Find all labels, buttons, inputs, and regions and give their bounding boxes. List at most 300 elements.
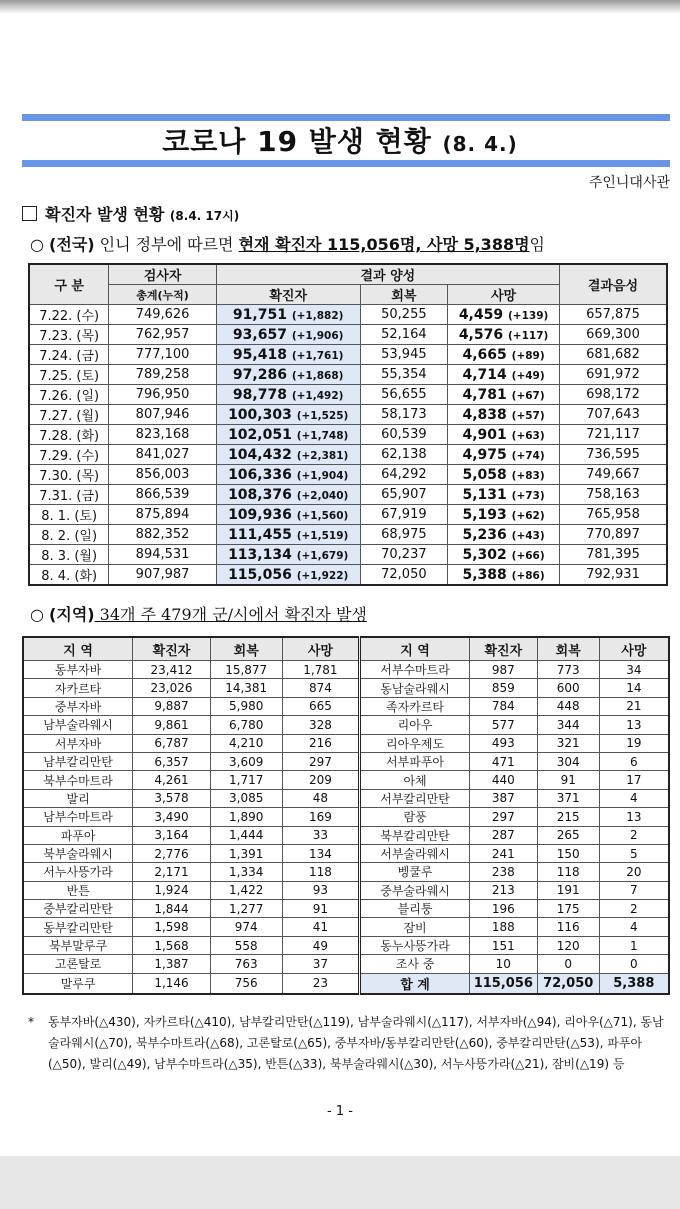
cell-deaths: 118 xyxy=(282,863,360,881)
footnote-star: * xyxy=(28,1015,34,1029)
cell-recovered: 448 xyxy=(537,697,599,715)
cell-deaths: 2 xyxy=(599,900,669,918)
cell-negative: 681,682 xyxy=(559,345,667,365)
regional-row-total xyxy=(23,973,669,994)
cell-confirmed xyxy=(216,565,360,586)
title-text: 코로나 19 발생 현황 xyxy=(162,125,432,158)
cell-tests: 823,168 xyxy=(109,425,216,445)
confirmed-value: 100,303 xyxy=(228,406,292,423)
deaths-value: 4,576 xyxy=(458,326,504,343)
regional-row xyxy=(23,679,669,697)
national-row xyxy=(29,445,667,465)
cell-negative: 765,958 xyxy=(559,505,667,525)
cell-date: 7.24. (금) xyxy=(29,345,109,365)
cell-deaths: 1,781 xyxy=(282,661,360,679)
cell-confirmed xyxy=(216,385,360,405)
cell-confirmed: 2,171 xyxy=(133,863,211,881)
cell-recovered: 118 xyxy=(537,863,599,881)
cell-negative: 707,643 xyxy=(559,405,667,425)
cell-confirmed: 9,887 xyxy=(133,697,211,715)
cell-deaths: 49 xyxy=(282,936,360,954)
cell-deaths xyxy=(448,405,560,425)
deaths-value: 4,975 xyxy=(462,446,507,463)
cell-recovered: 344 xyxy=(537,716,599,734)
cell-deaths: 13 xyxy=(599,716,669,734)
cell-region: 남부칼리만탄 xyxy=(23,752,133,770)
national-suffix: 임 xyxy=(529,235,546,254)
cell-deaths xyxy=(448,345,560,365)
regional-row xyxy=(23,918,669,936)
cell-tests: 894,531 xyxy=(109,545,216,565)
confirmed-value: 108,376 xyxy=(228,486,292,503)
deaths-value: 4,714 xyxy=(462,366,507,383)
cell-deaths xyxy=(448,505,560,525)
cell-region: 벵쿨루 xyxy=(360,863,470,881)
cell-date: 7.31. (금) xyxy=(29,485,109,505)
cell-date: 8. 2. (일) xyxy=(29,525,109,545)
cell-deaths: 48 xyxy=(282,789,360,807)
cell-deaths: 21 xyxy=(599,697,669,715)
cell-region: 조사 중 xyxy=(360,955,470,973)
cell-recovered: 1,277 xyxy=(210,900,282,918)
cell-region: 동부자바 xyxy=(23,661,133,679)
cell-confirmed: 577 xyxy=(469,716,537,734)
cell-recovered: 1,717 xyxy=(210,771,282,789)
cell-confirmed xyxy=(216,465,360,485)
cell-deaths: 41 xyxy=(282,918,360,936)
cell-recovered: 763 xyxy=(210,955,282,973)
deaths-value: 5,058 xyxy=(462,466,507,483)
cell-date: 8. 4. (화) xyxy=(29,565,109,586)
total-recovered: 72,050 xyxy=(537,973,599,994)
cell-confirmed: 859 xyxy=(469,679,537,697)
cell-negative: 781,395 xyxy=(559,545,667,565)
confirmed-value: 115,056 xyxy=(228,566,292,583)
regional-row xyxy=(23,826,669,844)
cell-tests: 856,003 xyxy=(109,465,216,485)
cell-deaths: 7 xyxy=(599,881,669,899)
cell-confirmed: 987 xyxy=(469,661,537,679)
national-row xyxy=(29,485,667,505)
cell-recovered: 4,210 xyxy=(210,734,282,752)
cell-date: 7.30. (목) xyxy=(29,465,109,485)
cell-deaths: 20 xyxy=(599,863,669,881)
cell-recovered: 191 xyxy=(537,881,599,899)
header-deaths: 사망 xyxy=(448,285,560,305)
cell-region: 말루쿠 xyxy=(23,973,133,994)
confirmed-delta: (+1,679) xyxy=(296,549,349,562)
deaths-value: 4,838 xyxy=(462,406,507,423)
cell-confirmed: 213 xyxy=(469,881,537,899)
cell-recovered: 6,780 xyxy=(210,716,282,734)
cell-confirmed: 6,357 xyxy=(133,752,211,770)
regional-row xyxy=(23,863,669,881)
cell-deaths: 328 xyxy=(282,716,360,734)
cell-tests: 789,258 xyxy=(109,365,216,385)
cell-region: 족자카르타 xyxy=(360,697,470,715)
national-highlight: 현재 확진자 115,056명, 사망 5,388명 xyxy=(238,235,530,254)
regional-row xyxy=(23,771,669,789)
cell-date: 7.23. (목) xyxy=(29,325,109,345)
cell-region: 자카르타 xyxy=(23,679,133,697)
cell-recovered: 15,877 xyxy=(210,661,282,679)
regional-row xyxy=(23,716,669,734)
cell-recovered: 56,655 xyxy=(360,385,448,405)
header-confirmed-left: 확진자 xyxy=(133,637,211,661)
cell-region: 북부술라웨시 xyxy=(23,844,133,862)
regional-row xyxy=(23,789,669,807)
cell-confirmed: 238 xyxy=(469,863,537,881)
cell-region: 남부술라웨시 xyxy=(23,716,133,734)
cell-deaths xyxy=(448,425,560,445)
cell-recovered: 974 xyxy=(210,918,282,936)
cell-confirmed: 387 xyxy=(469,789,537,807)
cell-negative: 669,300 xyxy=(559,325,667,345)
national-tag: (전국) xyxy=(49,235,95,254)
section-heading xyxy=(22,202,239,225)
deaths-value: 4,459 xyxy=(458,306,504,323)
cell-tests: 866,539 xyxy=(109,485,216,505)
deaths-delta: (+74) xyxy=(511,449,545,462)
cell-recovered: 321 xyxy=(537,734,599,752)
cell-region: 파푸아 xyxy=(23,826,133,844)
confirmed-delta: (+1,922) xyxy=(296,569,349,582)
confirmed-value: 104,432 xyxy=(228,446,292,463)
cell-confirmed xyxy=(216,485,360,505)
cell-deaths: 17 xyxy=(599,771,669,789)
cell-recovered: 64,292 xyxy=(360,465,448,485)
cell-negative: 721,117 xyxy=(559,425,667,445)
cell-confirmed: 1,924 xyxy=(133,881,211,899)
confirmed-value: 113,134 xyxy=(228,546,292,563)
cell-negative: 749,667 xyxy=(559,465,667,485)
deaths-delta: (+73) xyxy=(511,489,545,502)
regional-summary xyxy=(30,602,367,625)
cell-deaths: 4 xyxy=(599,789,669,807)
deaths-delta: (+83) xyxy=(511,469,545,482)
header-tests: 검사자 xyxy=(109,264,216,285)
header-confirmed-right: 확진자 xyxy=(469,637,537,661)
deaths-delta: (+117) xyxy=(507,329,549,342)
cell-region: 서부파푸아 xyxy=(360,752,470,770)
national-row xyxy=(29,465,667,485)
regional-row xyxy=(23,936,669,954)
cell-deaths: 23 xyxy=(282,973,360,994)
cell-tests: 807,946 xyxy=(109,405,216,425)
cell-confirmed: 4,261 xyxy=(133,771,211,789)
cell-region: 동부칼리만탄 xyxy=(23,918,133,936)
deaths-value: 5,236 xyxy=(462,526,507,543)
confirmed-value: 93,657 xyxy=(232,326,287,343)
section-label: 확진자 발생 현황 xyxy=(45,205,165,224)
cell-region: 북부수마트라 xyxy=(23,771,133,789)
cell-recovered: 150 xyxy=(537,844,599,862)
deaths-delta: (+43) xyxy=(511,529,545,542)
cell-negative: 758,163 xyxy=(559,485,667,505)
cell-tests: 882,352 xyxy=(109,525,216,545)
cell-deaths: 93 xyxy=(282,881,360,899)
cell-deaths: 297 xyxy=(282,752,360,770)
confirmed-delta: (+2,040) xyxy=(296,489,349,502)
page-number: - 1 - xyxy=(327,1104,353,1119)
cell-recovered: 14,381 xyxy=(210,679,282,697)
cell-deaths: 1 xyxy=(599,936,669,954)
cell-region: 북부말루쿠 xyxy=(23,936,133,954)
cell-confirmed: 3,164 xyxy=(133,826,211,844)
cell-deaths: 34 xyxy=(599,661,669,679)
cell-confirmed: 9,861 xyxy=(133,716,211,734)
deaths-delta: (+67) xyxy=(511,389,545,402)
cell-confirmed: 196 xyxy=(469,900,537,918)
cell-region: 서부수마트라 xyxy=(360,661,470,679)
cell-recovered: 1,334 xyxy=(210,863,282,881)
cell-confirmed: 23,026 xyxy=(133,679,211,697)
cell-recovered: 756 xyxy=(210,973,282,994)
deaths-delta: (+62) xyxy=(511,509,545,522)
cell-region: 동누사뜽가라 xyxy=(360,936,470,954)
cell-date: 7.27. (월) xyxy=(29,405,109,425)
cell-confirmed: 3,490 xyxy=(133,808,211,826)
header-region-left: 지 역 xyxy=(23,637,133,661)
header-recovered: 회복 xyxy=(360,285,448,305)
regional-row xyxy=(23,734,669,752)
regional-row xyxy=(23,900,669,918)
deaths-delta: (+89) xyxy=(511,349,545,362)
cell-deaths: 874 xyxy=(282,679,360,697)
total-confirmed: 115,056 xyxy=(469,973,537,994)
cell-tests: 875,894 xyxy=(109,505,216,525)
header-deaths-left: 사망 xyxy=(282,637,360,661)
cell-deaths: 4 xyxy=(599,918,669,936)
cell-recovered: 91 xyxy=(537,771,599,789)
cell-deaths: 33 xyxy=(282,826,360,844)
cell-confirmed xyxy=(216,305,360,325)
cell-confirmed xyxy=(216,525,360,545)
cell-recovered: 67,919 xyxy=(360,505,448,525)
cell-recovered: 65,907 xyxy=(360,485,448,505)
national-text: 인니 정부에 따르면 xyxy=(94,235,239,254)
national-row xyxy=(29,385,667,405)
total-deaths: 5,388 xyxy=(599,973,669,994)
cell-confirmed: 297 xyxy=(469,808,537,826)
deaths-delta: (+66) xyxy=(511,549,545,562)
confirmed-delta: (+1,492) xyxy=(291,389,344,402)
cell-confirmed xyxy=(216,505,360,525)
total-label: 합 계 xyxy=(360,973,470,994)
cell-confirmed: 188 xyxy=(469,918,537,936)
header-deaths-right: 사망 xyxy=(599,637,669,661)
regional-row xyxy=(23,955,669,973)
title-date: (8. 4.) xyxy=(442,132,518,156)
confirmed-value: 102,051 xyxy=(228,426,292,443)
cell-date: 7.25. (토) xyxy=(29,365,109,385)
confirmed-value: 109,936 xyxy=(228,506,292,523)
confirmed-delta: (+1,748) xyxy=(296,429,349,442)
confirmed-value: 111,455 xyxy=(228,526,292,543)
title-bottom-bar xyxy=(22,160,670,167)
header-confirmed: 확진자 xyxy=(216,285,360,305)
regional-tag: (지역) xyxy=(49,605,95,624)
cell-recovered: 3,085 xyxy=(210,789,282,807)
cell-region: 서부술라웨시 xyxy=(360,844,470,862)
cell-deaths xyxy=(448,325,560,345)
national-row xyxy=(29,345,667,365)
bottom-margin xyxy=(0,1156,680,1209)
cell-negative: 698,172 xyxy=(559,385,667,405)
cell-region: 잠비 xyxy=(360,918,470,936)
cell-deaths: 216 xyxy=(282,734,360,752)
cell-tests: 749,626 xyxy=(109,305,216,325)
cell-confirmed: 3,578 xyxy=(133,789,211,807)
cell-region: 발리 xyxy=(23,789,133,807)
regional-row xyxy=(23,697,669,715)
cell-region: 남부수마트라 xyxy=(23,808,133,826)
cell-confirmed xyxy=(216,545,360,565)
cell-negative: 792,931 xyxy=(559,565,667,586)
cell-confirmed xyxy=(216,405,360,425)
cell-confirmed: 1,844 xyxy=(133,900,211,918)
confirmed-delta: (+1,560) xyxy=(296,509,349,522)
header-recovered-right: 회복 xyxy=(537,637,599,661)
confirmed-delta: (+1,761) xyxy=(291,349,344,362)
regional-row xyxy=(23,881,669,899)
cell-confirmed: 784 xyxy=(469,697,537,715)
cell-recovered: 215 xyxy=(537,808,599,826)
cell-confirmed xyxy=(216,345,360,365)
cell-deaths xyxy=(448,545,560,565)
cell-confirmed xyxy=(216,445,360,465)
cell-confirmed: 287 xyxy=(469,826,537,844)
confirmed-delta: (+1,519) xyxy=(296,529,349,542)
page-title xyxy=(0,120,680,160)
deaths-delta: (+139) xyxy=(507,309,549,322)
header-positive: 결과 양성 xyxy=(216,264,559,285)
cell-negative: 691,972 xyxy=(559,365,667,385)
national-row xyxy=(29,565,667,586)
cell-confirmed: 1,598 xyxy=(133,918,211,936)
confirmed-delta: (+1,906) xyxy=(291,329,344,342)
header-division: 구 분 xyxy=(29,264,109,305)
cell-confirmed xyxy=(216,325,360,345)
deaths-delta: (+63) xyxy=(511,429,545,442)
cell-recovered: 116 xyxy=(537,918,599,936)
cell-recovered: 265 xyxy=(537,826,599,844)
cell-deaths xyxy=(448,445,560,465)
cell-confirmed: 471 xyxy=(469,752,537,770)
cell-tests: 762,957 xyxy=(109,325,216,345)
cell-tests: 907,987 xyxy=(109,565,216,586)
cell-deaths xyxy=(448,465,560,485)
cell-recovered: 62,138 xyxy=(360,445,448,465)
confirmed-value: 91,751 xyxy=(232,306,287,323)
cell-deaths: 5 xyxy=(599,844,669,862)
deaths-value: 5,193 xyxy=(462,506,507,523)
confirmed-value: 106,336 xyxy=(228,466,292,483)
confirmed-delta: (+1,904) xyxy=(296,469,349,482)
cell-recovered: 1,422 xyxy=(210,881,282,899)
cell-recovered: 5,980 xyxy=(210,697,282,715)
bullet-prefix: ○ xyxy=(30,235,50,254)
cell-tests: 841,027 xyxy=(109,445,216,465)
cell-deaths xyxy=(448,565,560,586)
deaths-value: 4,665 xyxy=(462,346,507,363)
cell-recovered: 773 xyxy=(537,661,599,679)
national-row xyxy=(29,545,667,565)
cell-date: 7.26. (일) xyxy=(29,385,109,405)
cell-recovered: 371 xyxy=(537,789,599,807)
cell-deaths xyxy=(448,485,560,505)
cell-deaths: 13 xyxy=(599,808,669,826)
cell-date: 7.28. (화) xyxy=(29,425,109,445)
top-shadow xyxy=(0,0,680,14)
cell-recovered: 58,173 xyxy=(360,405,448,425)
cell-deaths xyxy=(448,365,560,385)
cell-confirmed: 2,776 xyxy=(133,844,211,862)
confirmed-value: 97,286 xyxy=(232,366,287,383)
cell-deaths xyxy=(448,385,560,405)
cell-recovered: 1,890 xyxy=(210,808,282,826)
cell-region: 리아우 xyxy=(360,716,470,734)
deaths-value: 5,388 xyxy=(462,566,507,583)
deaths-delta: (+49) xyxy=(511,369,545,382)
cell-deaths: 14 xyxy=(599,679,669,697)
cell-confirmed: 1,146 xyxy=(133,973,211,994)
cell-recovered: 175 xyxy=(537,900,599,918)
deaths-delta: (+86) xyxy=(511,569,545,582)
regional-row xyxy=(23,661,669,679)
cell-deaths: 665 xyxy=(282,697,360,715)
cell-recovered: 53,945 xyxy=(360,345,448,365)
cell-region: 중부칼리만탄 xyxy=(23,900,133,918)
cell-deaths: 37 xyxy=(282,955,360,973)
cell-region: 리아우제도 xyxy=(360,734,470,752)
cell-recovered: 70,237 xyxy=(360,545,448,565)
cell-confirmed: 10 xyxy=(469,955,537,973)
cell-tests: 777,100 xyxy=(109,345,216,365)
cell-recovered: 68,975 xyxy=(360,525,448,545)
cell-recovered: 50,255 xyxy=(360,305,448,325)
cell-confirmed: 493 xyxy=(469,734,537,752)
cell-region: 고론탈로 xyxy=(23,955,133,973)
cell-recovered: 60,539 xyxy=(360,425,448,445)
cell-confirmed: 151 xyxy=(469,936,537,954)
cell-deaths xyxy=(448,305,560,325)
cell-confirmed: 6,787 xyxy=(133,734,211,752)
confirmed-delta: (+1,868) xyxy=(291,369,344,382)
national-row xyxy=(29,325,667,345)
confirmed-delta: (+1,882) xyxy=(291,309,344,322)
cell-negative: 770,897 xyxy=(559,525,667,545)
deaths-value: 5,302 xyxy=(462,546,507,563)
header-region-right: 지 역 xyxy=(360,637,470,661)
national-row xyxy=(29,365,667,385)
header-tests-sub: 총계(누적) xyxy=(109,285,216,305)
national-summary xyxy=(30,232,545,255)
cell-deaths: 0 xyxy=(599,955,669,973)
cell-confirmed: 241 xyxy=(469,844,537,862)
header-recovered-left: 회복 xyxy=(210,637,282,661)
cell-region: 반튼 xyxy=(23,881,133,899)
organization: 주인니대사관 xyxy=(588,175,670,191)
cell-deaths: 169 xyxy=(282,808,360,826)
cell-confirmed: 1,387 xyxy=(133,955,211,973)
cell-region: 중부술라웨시 xyxy=(360,881,470,899)
regional-row xyxy=(23,808,669,826)
regional-row xyxy=(23,844,669,862)
section-date: (8.4. 17시) xyxy=(169,209,240,223)
national-row xyxy=(29,425,667,445)
cell-recovered: 1,391 xyxy=(210,844,282,862)
